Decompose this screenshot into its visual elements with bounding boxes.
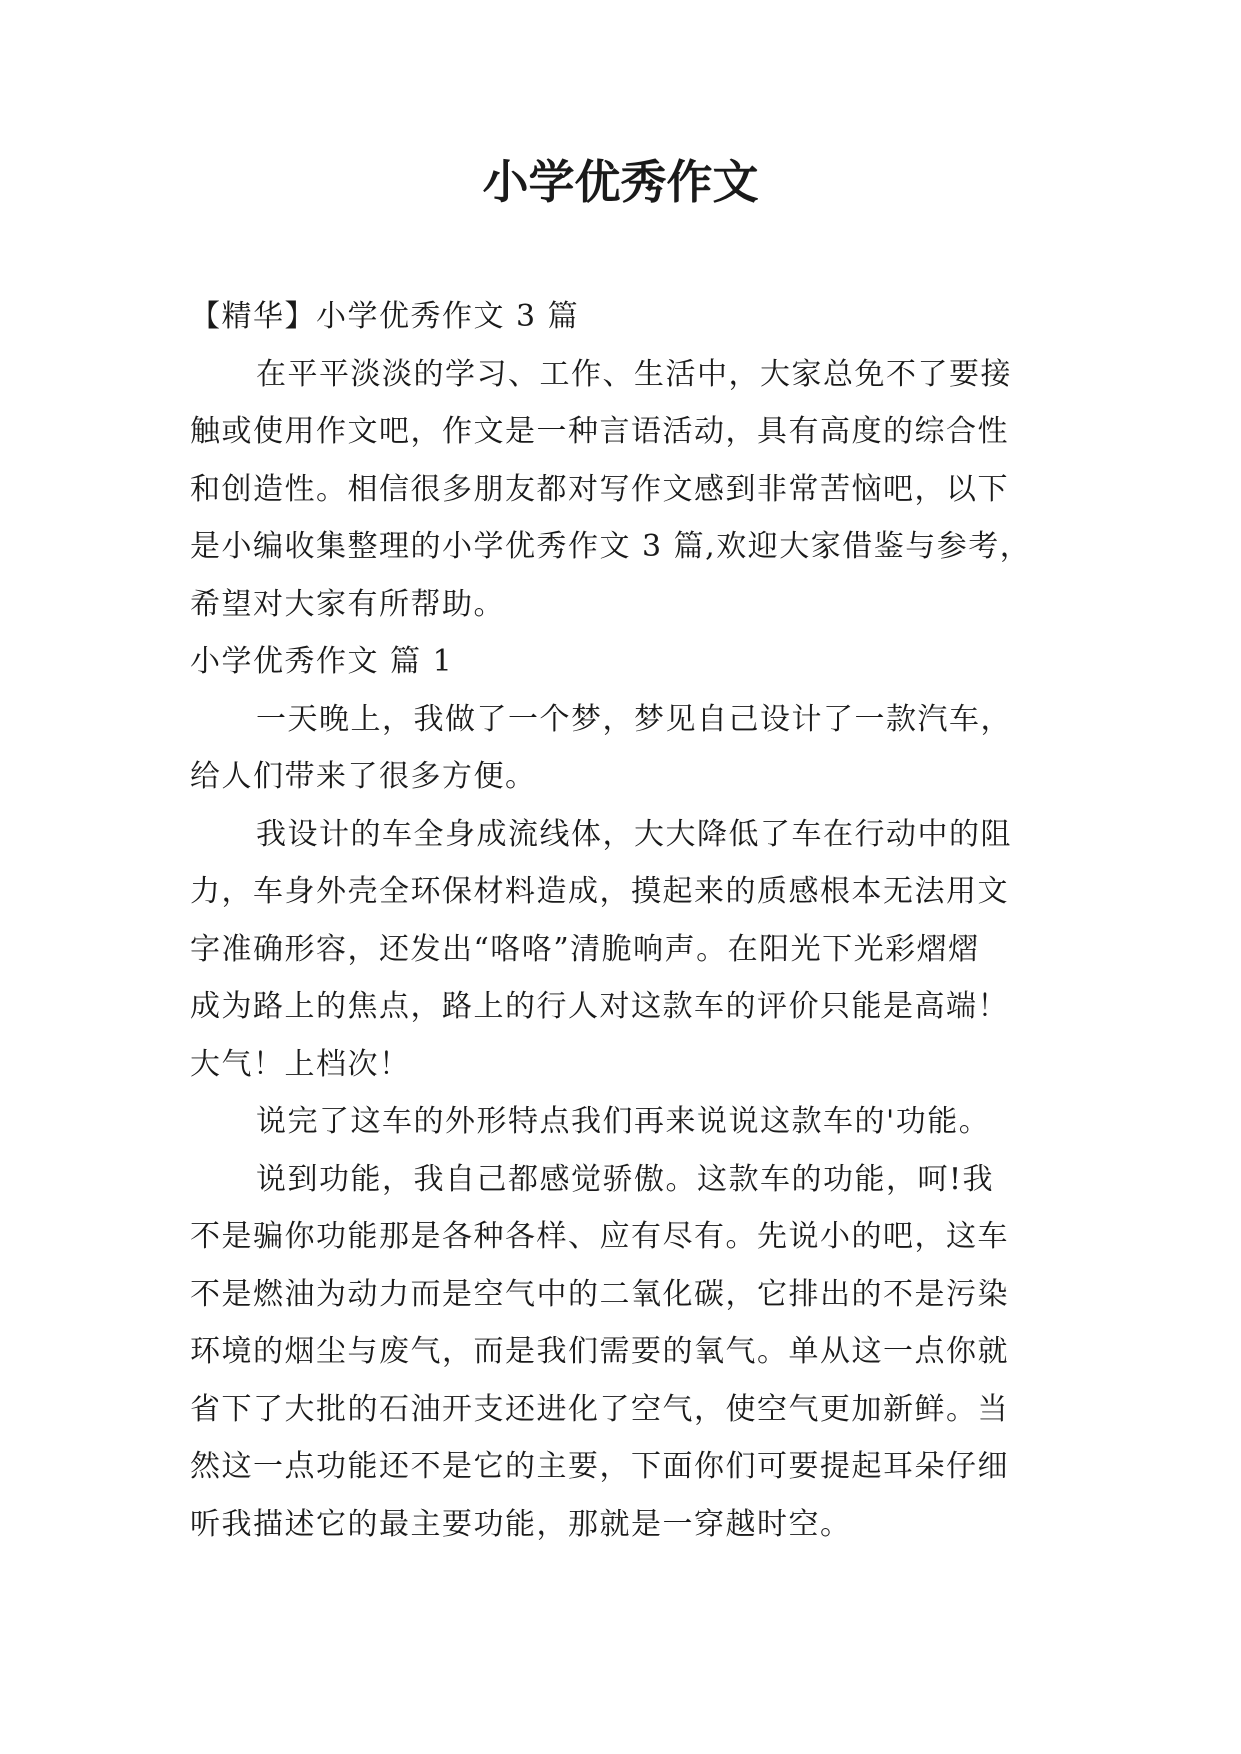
text-line: 一天晚上，我做了一个梦，梦见自己设计了一款汽车， <box>256 701 1012 737</box>
text-line: 省下了大批的石油开支还进化了空气，使空气更加新鲜。当 <box>190 1391 1009 1427</box>
text-line: 和创造性。相信很多朋友都对写作文感到非常苦恼吧，以下 <box>190 471 1009 507</box>
text-line: 【精华】小学优秀作文 3 篇 <box>190 299 580 334</box>
text-line: 成为路上的焦点，路上的行人对这款车的评价只能是高端！ <box>190 989 1009 1024</box>
text-line: 环境的烟尘与废气，而是我们需要的氧气。单从这一点你就 <box>190 1334 1009 1369</box>
text-line: 说到功能，我自己都感觉骄傲。这款车的功能，呵!我 <box>256 1161 995 1197</box>
text-line: 大气！上档次！ <box>190 1046 411 1082</box>
text-line: 字准确形容，还发出“咯咯”清脆响声。在阳光下光彩熠熠 <box>190 931 980 967</box>
text-line: 我设计的车全身成流线体，大大降低了车在行动中的阻 <box>256 816 1012 852</box>
text-line: 力，车身外壳全环保材料造成，摸起来的质感根本无法用文 <box>190 874 1009 909</box>
text-line: 不是骗你功能那是各种各样、应有尽有。先说小的吧，这车 <box>190 1219 1009 1254</box>
page-title: 小学优秀作文 <box>482 155 759 209</box>
text-line: 说完了这车的外形特点我们再来说说这款车的'功能。 <box>256 1104 991 1139</box>
text-line: 不是燃油为动力而是空气中的二氧化碳，它排出的不是污染 <box>190 1276 1009 1312</box>
text-line: 是小编收集整理的小学优秀作文 3 篇,欢迎大家借鉴与参考， <box>190 529 1032 564</box>
text-line: 希望对大家有所帮助。 <box>190 586 505 622</box>
text-line: 在平平淡淡的学习、工作、生活中，大家总免不了要接 <box>256 356 1012 392</box>
document-body <box>190 288 1070 1553</box>
text-line: 触或使用作文吧，作文是一种言语活动，具有高度的综合性 <box>190 414 1009 449</box>
text-line: 然这一点功能还不是它的主要，下面你们可要提起耳朵仔细 <box>190 1449 1009 1484</box>
text-line: 小学优秀作文 篇 1 <box>190 644 454 679</box>
text-line: 听我描述它的最主要功能，那就是一穿越时空。 <box>190 1506 852 1542</box>
text-line: 给人们带来了很多方便。 <box>190 759 537 794</box>
